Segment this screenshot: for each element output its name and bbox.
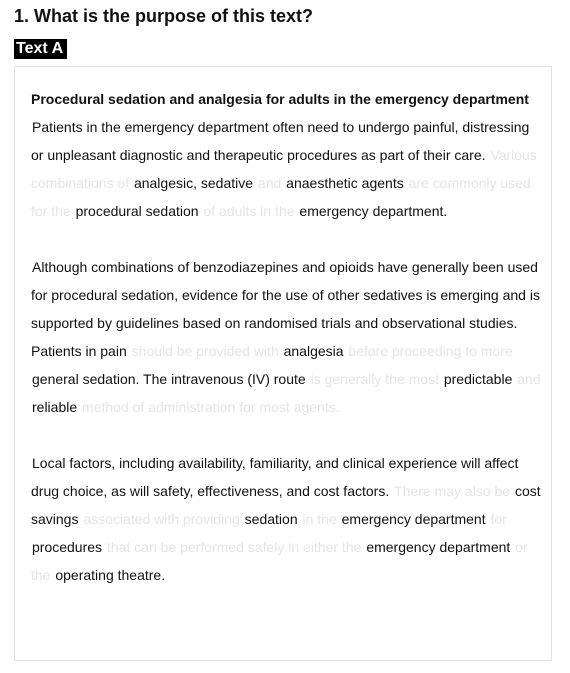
faded-text-segment: and <box>254 175 286 191</box>
highlighted-text-segment: emergency department. <box>299 203 448 219</box>
faded-text-segment: or the <box>31 539 528 583</box>
highlighted-text-segment: Although combinations of benzodiazepines and opioids have generally been used for procedural sedation, evidence for the use of other sedatives is emerging and is supported by guidelines based on randomised trials and observational studies. Patients in pain <box>31 259 540 359</box>
highlighted-text-segment: operating theatre. <box>55 567 166 583</box>
paragraph-2 <box>31 253 545 421</box>
faded-text-segment: before proceeding to more <box>344 343 513 359</box>
highlighted-text-segment: cost savings <box>31 483 541 527</box>
text-content <box>31 85 545 589</box>
faded-text-segment: Various combinations of <box>31 147 537 191</box>
highlighted-text-segment: anaesthetic agents <box>286 175 404 191</box>
faded-text-segment: should be provided with <box>127 343 283 359</box>
faded-text-segment: is generally the most <box>306 371 443 387</box>
faded-text-segment: method of administration for most agents. <box>78 399 340 415</box>
paragraph-3 <box>31 449 545 589</box>
highlighted-text-segment: predictable <box>443 371 513 387</box>
highlighted-text-segment: general sedation. The intravenous (IV) route <box>32 371 306 387</box>
faded-text-segment: are commonly used for the <box>31 175 531 219</box>
faded-text-segment: There may also be <box>394 483 514 499</box>
text-card <box>14 66 552 661</box>
highlighted-text-segment: analgesia <box>283 343 344 359</box>
highlighted-text-segment: emergency department <box>341 511 486 527</box>
highlighted-text-segment: procedures <box>32 539 103 555</box>
highlighted-text-segment: reliable <box>32 399 78 415</box>
text-a-label: Text A <box>14 39 67 59</box>
faded-text-segment: that can be performed safely in either the <box>103 539 366 555</box>
highlighted-text-segment: procedural sedation <box>75 203 199 219</box>
text-title: Procedural sedation and analgesia for adults in the emergency department <box>31 91 529 107</box>
faded-text-segment: in the <box>298 511 341 527</box>
highlighted-text-segment: analgesic, sedative <box>133 175 254 191</box>
highlighted-text-segment: Local factors, including availability, familiarity, and clinical experience will affect drug choice, as will safety, effectiveness, and cost factors. <box>31 455 519 499</box>
highlighted-text-segment: Patients in the emergency department often need to undergo painful, distressing or unpleasant diagnostic and therapeutic procedures as part of their care. <box>31 119 530 163</box>
question-heading: 1. What is the purpose of this text? <box>14 6 314 26</box>
paragraph-1 <box>31 113 545 225</box>
faded-text-segment: for <box>486 511 507 527</box>
faded-text-segment: and <box>513 371 541 387</box>
faded-text-segment: of adults in the <box>199 203 299 219</box>
highlighted-text-segment: emergency department <box>366 539 511 555</box>
faded-text-segment: associated with providing <box>79 511 244 527</box>
highlighted-text-segment: sedation <box>244 511 298 527</box>
